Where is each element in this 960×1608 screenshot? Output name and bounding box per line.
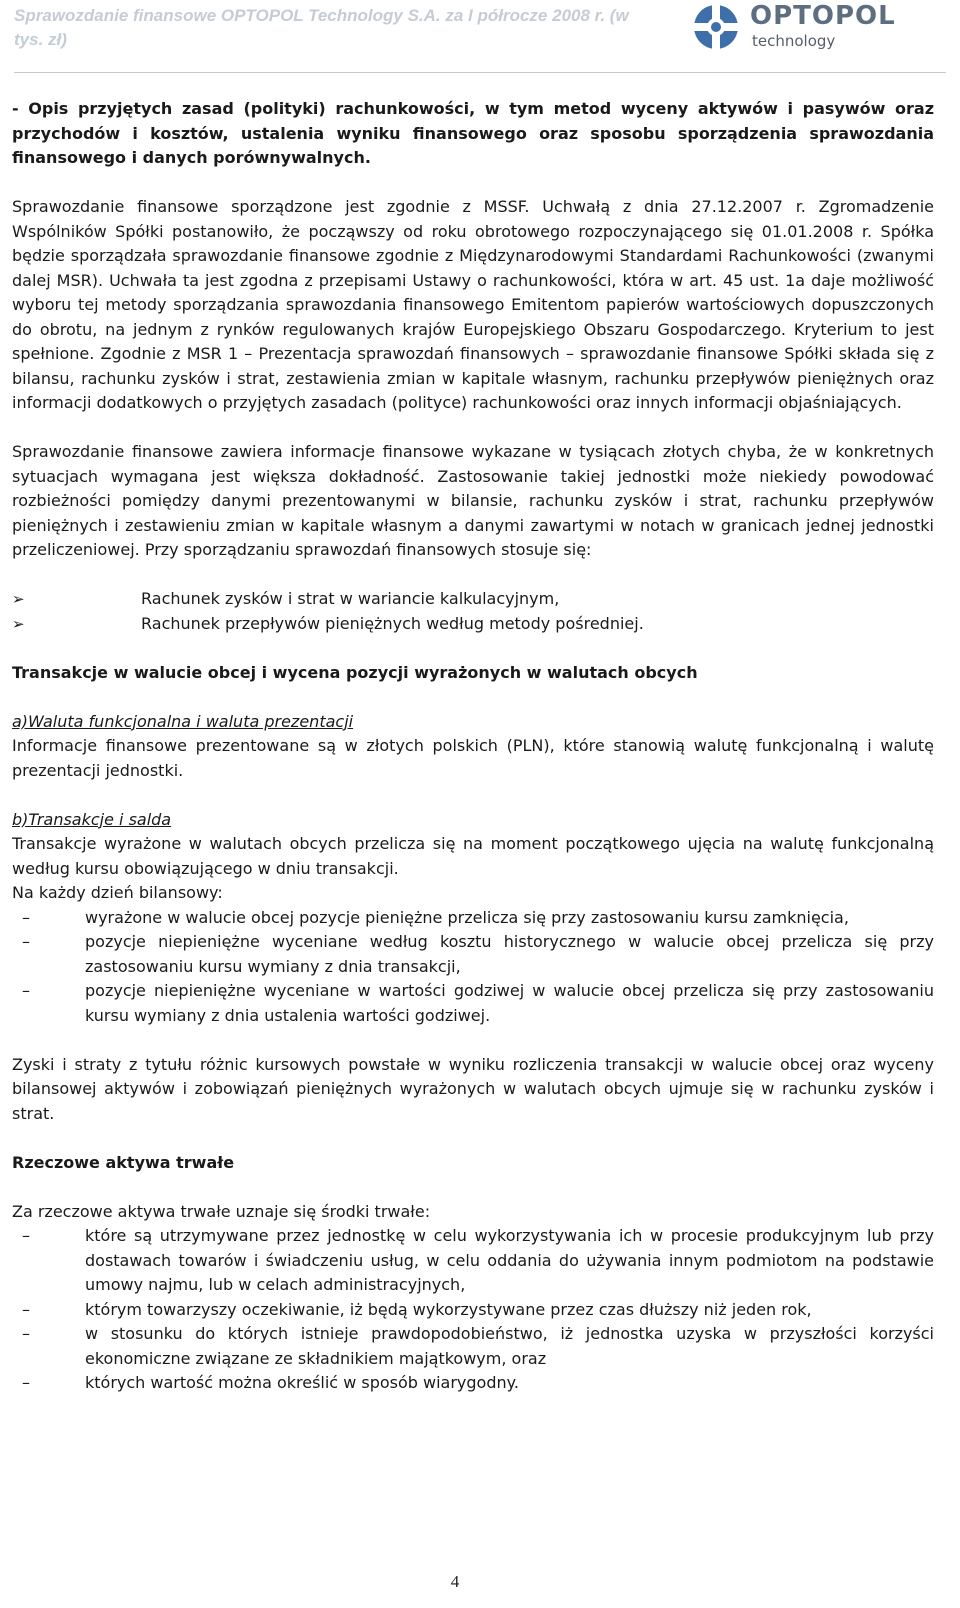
list-item-text: które są utrzymywane przez jednostkę w celu wykorzystywania ich w procesie produkcyjnym lub przy dostawach towarów i świadczeniu usług, w celu oddania do używania innym podmiotom na podstawie umowy najmu, lub w celach administracyjnych, <box>85 1226 934 1294</box>
list-item <box>12 930 934 979</box>
list-item <box>12 1322 934 1371</box>
list-item-text: Rachunek zysków i strat w wariancie kalkulacyjnym, <box>141 589 560 608</box>
page-header <box>0 0 960 72</box>
dash-bullet-icon: – <box>22 1226 30 1245</box>
fx-subheading-a: a)Waluta funkcjonalna i waluta prezentacji <box>12 711 354 731</box>
document-body <box>12 97 934 1396</box>
fx-paragraph-a: Informacje finansowe prezentowane są w złotych polskich (PLN), które stanowią walutę funkcjonalną i walutę prezentacji jednostki. <box>12 736 934 780</box>
list-item <box>12 1371 934 1396</box>
arrow-bullet-icon: ➢ <box>12 590 25 608</box>
list-item <box>12 1224 934 1298</box>
fx-paragraph-b: Transakcje wyrażone w walutach obcych przelicza się na moment początkowego ujęcia na walutę funkcjonalną według kursu obowiązującego w dniu transakcji. <box>12 834 934 878</box>
dash-bullet-icon: – <box>22 907 30 927</box>
list-item <box>12 612 934 637</box>
fx-list-intro: Na każdy dzień bilansowy: <box>12 883 223 902</box>
header-title: Sprawozdanie finansowe OPTOPOL Technology S.A. za I półrocze 2008 r. (w tys. zł) <box>14 6 629 49</box>
paragraph-msr: Sprawozdanie finansowe sporządzone jest zgodnie z MSSF. Uchwałą z dnia 27.12.2007 r. Zgromadzenie Wspólników Spółki postanowiło, że począwszy od roku obrotowego rozpoczynającego się 01.01.2008 r. Spółka będzie sporządzała sprawozdanie finansowe zgodnie z Międzynarodowymi Standardami Rachunkowości (zwanymi dalej MSR). Uchwała ta jest zgodna z przepisami Ustawy o rachunkowości, która w art. 45 ust. 1a daje możliwość wyboru tej metody sporządzania sprawozdania finansowego Emitentom papierów wartościowych dopuszczonych do obrotu, na jednym z rynków regulowanych krajów Europejskiego Obszaru Gospodarczego. Kryterium to jest spełnione. Zgodnie z MSR 1 – Prezentacja sprawozdań finansowych – sprawozdanie finansowe Spółki składa się z bilansu, rachunku zysków i strat, zestawienia zmian w kapitale własnym, rachunku przepływów pieniężnych oraz informacji dodatkowych o przyjętych zasadach (polityce) rachunkowości oraz innych informacji objaśniających. <box>12 197 934 412</box>
dash-bullet-icon: – <box>22 1373 30 1392</box>
policy-heading: - Opis przyjętych zasad (polityki) rachunkowości, w tym metod wyceny aktywów i pasywów oraz przychodów i kosztów, ustalenia wyniku finansowego oraz sposobu sporządzenia sprawozdania finansowego i danych porównywalnych. <box>12 99 934 167</box>
logo-subtitle: technology <box>752 32 836 50</box>
dash-bullet-icon: – <box>22 932 30 951</box>
ppe-intro: Za rzeczowe aktywa trwałe uznaje się środki trwałe: <box>12 1201 431 1221</box>
logo-wordmark: OPTOPOL <box>750 1 896 31</box>
ppe-heading: Rzeczowe aktywa trwałe <box>12 1152 235 1172</box>
fx-gains-paragraph: Zyski i straty z tytułu różnic kursowych powstałe w wyniku rozliczenia transakcji w walucie obcej oraz wyceny bilansowej aktywów i zobowiązań pieniężnych wyrażonych w walutach obcych ujmuje się w rachunku zysków i strat. <box>12 1054 934 1123</box>
fx-heading: Transakcje w walucie obcej i wycena pozycji wyrażonych w walutach obcych <box>12 662 698 682</box>
arrow-bullet-icon: ➢ <box>12 614 25 633</box>
list-item-text: których wartość można określić w sposób wiarygodny. <box>85 1373 519 1392</box>
list-item <box>12 587 934 612</box>
list-item-text: Rachunek przepływów pieniężnych według metody pośredniej. <box>141 613 644 633</box>
optopol-logo-mark-icon <box>692 2 742 52</box>
fx-subheading-b: b)Transakcje i salda <box>12 809 172 829</box>
dash-bullet-icon: – <box>22 1299 30 1319</box>
list-item <box>12 1298 934 1323</box>
list-item-text: którym towarzyszy oczekiwanie, iż będą wykorzystywane przez czas dłuższy niż jeden rok, <box>85 1299 812 1319</box>
optopol-logo <box>692 2 912 54</box>
dash-bullet-icon: – <box>22 981 30 1000</box>
header-divider <box>14 72 946 73</box>
list-item <box>12 979 934 1028</box>
list-item <box>12 906 934 931</box>
list-item-text: w stosunku do których istnieje prawdopodobieństwo, iż jednostka uzyska w przyszłości korzyści ekonomiczne związane ze składnikiem majątkowym, oraz <box>85 1324 934 1368</box>
dash-bullet-icon: – <box>22 1324 30 1343</box>
list-item-text: pozycje niepieniężne wyceniane według kosztu historycznego w walucie obcej przelicza się przy zastosowaniu kursu wymiany z dnia transakcji, <box>85 932 934 976</box>
page-number: 4 <box>450 1572 460 1591</box>
list-item-text: wyrażone w walucie obcej pozycje pieniężne przelicza się przy zastosowaniu kursu zamknięcia, <box>85 907 849 927</box>
paragraph-units: Sprawozdanie finansowe zawiera informacje finansowe wykazane w tysiącach złotych chyba, że w konkretnych sytuacjach wymagana jest większa dokładność. Zastosowanie takiej jednostki może niekiedy powodować rozbieżności pomiędzy danymi prezentowanymi w bilansie, rachunku zysków i strat, rachunku przepływów pieniężnych i zestawieniu zmian w kapitale własnym a danymi zawartymi w notach w granicach jednej jednostki przeliczeniowej. Przy sporządzaniu sprawozdań finansowych stosuje się: <box>12 442 934 559</box>
list-item-text: pozycje niepieniężne wyceniane w wartości godziwej w walucie obcej przelicza się przy zastosowaniu kursu wymiany z dnia ustalenia wartości godziwej. <box>85 981 934 1025</box>
